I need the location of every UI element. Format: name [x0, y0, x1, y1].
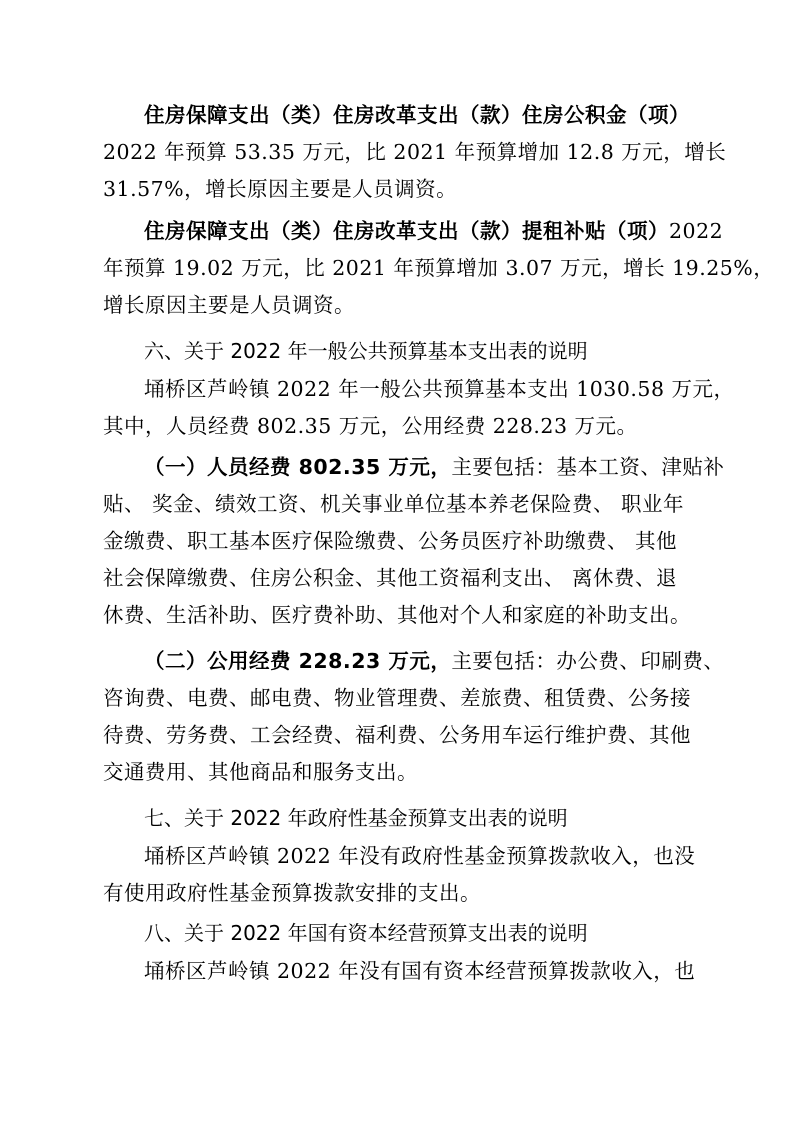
paragraph-line: 交通费用、其他商品和服务支出。 [103, 760, 418, 784]
paragraph-line: 有使用政府性基金预算拨款安排的支出。 [103, 881, 481, 905]
paragraph-line: 埇桥区芦岭镇 2022 年一般公共预算基本支出 1030.58 万元， [144, 377, 735, 401]
paragraph-lead-tail: 主要包括：办公费、印刷费、 [451, 649, 725, 673]
paragraph-line: 休费、生活补助、医疗费补助、其他对个人和家庭的补助支出。 [103, 603, 691, 627]
paragraph-lead-tail: 主要包括：基本工资、津贴补 [451, 455, 725, 479]
paragraph-line: 埇桥区芦岭镇 2022 年没有政府性基金预算拨款收入，也没 [144, 844, 696, 868]
paragraph-public-expenses [103, 643, 725, 791]
paragraph-line: 金缴费、职工基本医疗保险缴费、公务员医疗补助缴费、 其他 [103, 529, 678, 553]
paragraph-state-capital [103, 953, 696, 990]
paragraph-line: 31.57%，增长原因主要是人员调资。 [103, 177, 458, 201]
section-heading-8: 八、关于 2022 年国有资本经营预算支出表的说明 [144, 921, 588, 945]
paragraph-lead-housing-fund: 住房保障支出（类）住房改革支出（款）住房公积金（项） [144, 103, 690, 127]
paragraph-lead-tail: 2022 [669, 219, 724, 243]
paragraph-line: 其中，人员经费 802.35 万元，公用经费 228.23 万元。 [103, 414, 638, 438]
paragraph-lead-public: （二）公用经费 228.23 万元， [144, 649, 452, 673]
paragraph-line: 贴、 奖金、绩效工资、机关事业单位基本养老保险费、 职业年 [103, 492, 685, 516]
section-heading-6: 六、关于 2022 年一般公共预算基本支出表的说明 [144, 339, 588, 363]
paragraph-rent-subsidy [103, 213, 775, 324]
paragraph-housing-fund [103, 97, 727, 208]
paragraph-line: 咨询费、电费、邮电费、物业管理费、差旅费、租赁费、公务接 [103, 686, 691, 710]
paragraph-line: 社会保障缴费、住房公积金、其他工资福利支出、 离休费、退 [103, 566, 678, 590]
paragraph-line: 2022 年预算 53.35 万元，比 2021 年预算增加 12.8 万元，增长 [103, 140, 727, 164]
paragraph-basic-expenditure [103, 371, 735, 445]
paragraph-line: 增长原因主要是人员调资。 [103, 293, 355, 317]
paragraph-government-fund [103, 838, 696, 912]
paragraph-lead-personnel: （一）人员经费 802.35 万元， [144, 455, 452, 479]
section-heading-7: 七、关于 2022 年政府性基金预算支出表的说明 [144, 806, 568, 830]
paragraph-lead-rent-subsidy: 住房保障支出（类）住房改革支出（款）提租补贴（项） [144, 219, 669, 243]
paragraph-line: 埇桥区芦岭镇 2022 年没有国有资本经营预算拨款收入，也 [144, 959, 696, 983]
paragraph-line: 待费、劳务费、工会经费、福利费、公务用车运行维护费、其他 [103, 723, 691, 747]
paragraph-line: 年预算 19.02 万元，比 2021 年预算增加 3.07 万元，增长 19.25%， [103, 256, 775, 280]
paragraph-personnel-expenses [103, 449, 725, 634]
